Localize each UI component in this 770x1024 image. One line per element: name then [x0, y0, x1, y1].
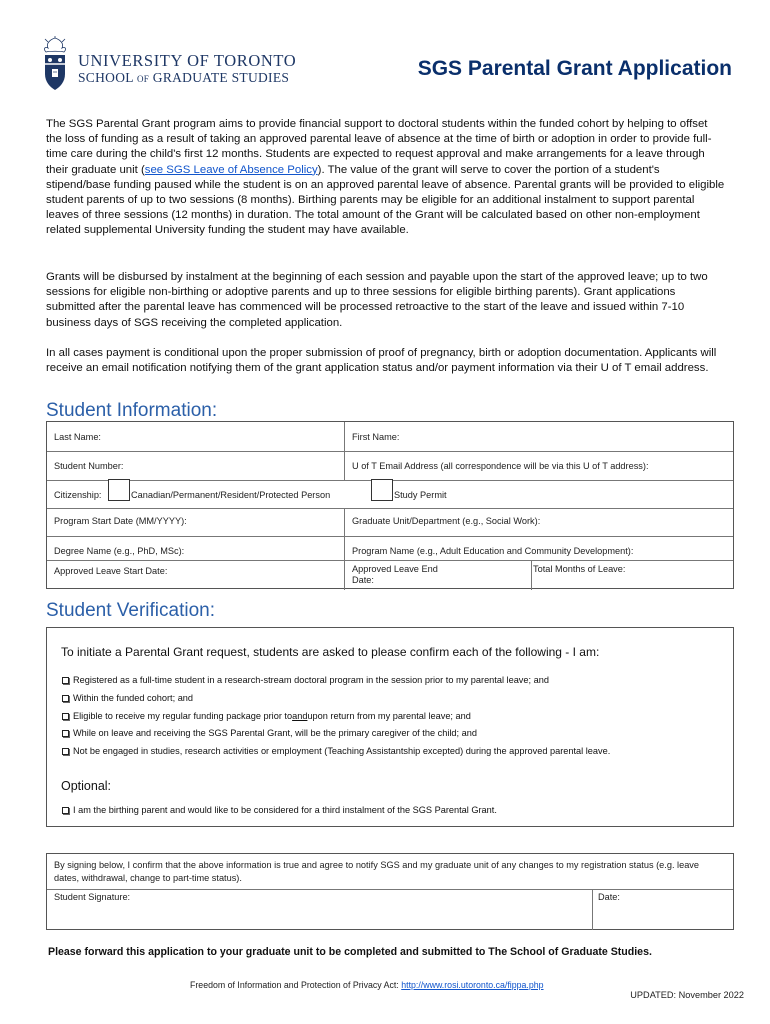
- total-months-field[interactable]: Total Months of Leave:: [533, 564, 626, 574]
- verify-item-caregiver[interactable]: While on leave and receiving the SGS Parental Grant, will be the primary caregiver of the child; and: [62, 728, 477, 738]
- leave-policy-link[interactable]: see SGS Leave of Absence Policy: [144, 163, 318, 176]
- logo-university-name: UNIVERSITY OF TORONTO: [78, 51, 297, 70]
- checkbox-icon[interactable]: [62, 695, 69, 702]
- program-name-field[interactable]: Program Name (e.g., Adult Education and Community Development):: [352, 546, 634, 556]
- student-signature-field[interactable]: Student Signature:: [54, 892, 131, 902]
- logo-school-name: SCHOOL OF GRADUATE STUDIES: [78, 70, 290, 85]
- citizenship-canadian-label: Canadian/Permanent/Resident/Protected Person: [131, 490, 331, 500]
- intro-paragraph-1: The SGS Parental Grant program aims to provide financial support to doctoral students within the funded cohort by helping to offset the loss of funding as a result of taking an approved parental leave of absence at the time of birth or adoption in order to provide full-time care during the child's first 12 months. Students are expected to request approval and make arrangements for a leave through their graduate unit (see SGS Leave of Absence Policy). The value of the grant will serve to cover the portion of a student's stipend/base funding paused while the student is on an approved parental leave of absence. Parental grants will be provided to eligible student parents of up to two sessions (8 months). Birthing parents may be eligible for an additional instalment to support parental leaves of three sessions (12 months) in duration. The total amount of the Grant will be calculated based on other non-employment related supplemental University funding the student may have available.: [46, 118, 725, 237]
- degree-name-field[interactable]: Degree Name (e.g., PhD, MSc):: [54, 546, 185, 556]
- student-number-field[interactable]: Student Number:: [54, 461, 124, 471]
- updated-date: UPDATED: November 2022: [630, 990, 744, 1000]
- last-name-field[interactable]: Last Name:: [54, 432, 101, 442]
- program-start-date-field[interactable]: Program Start Date (MM/YYYY):: [54, 516, 187, 526]
- verification-intro: To initiate a Parental Grant request, students are asked to please confirm each of the following - I am:: [61, 645, 600, 659]
- foip-notice: Freedom of Information and Protection of Privacy Act: http://www.rosi.utoronto.ca/fippa.php: [190, 980, 544, 990]
- university-crest-icon: [40, 36, 70, 94]
- intro-paragraph-2: Grants will be disbursed by instalment at the beginning of each session and payable upon the start of the approved leave; up to two sessions for eligible non-birthing or adoptive parents and up to three sessions for eligible birthing parents). Grant applications submitted after the parental leave has commenced will be processed retroactive to the start of the leave and issued within 7-10 business days of SGS receiving the completed application.: [46, 271, 708, 329]
- verify-item-eligible[interactable]: Eligible to receive my regular funding package prior to and upon return from my parental leave; and: [62, 711, 471, 721]
- checkbox-icon[interactable]: [62, 748, 69, 755]
- student-verification-heading: Student Verification:: [46, 600, 215, 621]
- student-information-heading: Student Information:: [46, 400, 218, 421]
- first-name-field[interactable]: First Name:: [352, 432, 400, 442]
- email-field[interactable]: U of T Email Address (all correspondence will be via this U of T address):: [352, 461, 649, 471]
- leave-end-date-field[interactable]: Approved Leave End Date:: [352, 564, 438, 585]
- intro-paragraph-3: In all cases payment is conditional upon the proper submission of proof of pregnancy, birth or adoption documentation. Applicants will receive an email notification notifying them of the grant application status and/or payment information via their U of T email address.: [46, 347, 717, 375]
- leave-start-date-field[interactable]: Approved Leave Start Date:: [54, 566, 168, 576]
- fippa-link[interactable]: http://www.rosi.utoronto.ca/fippa.php: [401, 980, 544, 990]
- verify-item-funded-cohort[interactable]: Within the funded cohort; and: [62, 693, 193, 703]
- document-title: SGS Parental Grant Application: [417, 57, 732, 80]
- verify-item-not-engaged[interactable]: Not be engaged in studies, research activities or employment (Teaching Assistantship excepted) during the approved parental leave.: [62, 746, 610, 756]
- citizenship-study-permit-checkbox[interactable]: [371, 479, 393, 501]
- student-information-table: [46, 421, 734, 589]
- citizenship-study-permit-label: Study Permit: [394, 490, 447, 500]
- verify-item-birthing-parent[interactable]: I am the birthing parent and would like to be considered for a third instalment of the SGS Parental Grant.: [62, 805, 497, 815]
- citizenship-label: Citizenship:: [54, 490, 102, 500]
- signature-date-field[interactable]: Date:: [598, 892, 620, 902]
- checkbox-icon[interactable]: [62, 713, 69, 720]
- optional-label: Optional:: [61, 779, 112, 793]
- forward-instruction: Please forward this application to your graduate unit to be completed and submitted to The School of Graduate Studies.: [48, 946, 652, 958]
- graduate-unit-field[interactable]: Graduate Unit/Department (e.g., Social Work):: [352, 516, 541, 526]
- citizenship-canadian-checkbox[interactable]: [108, 479, 130, 501]
- signature-statement: By signing below, I confirm that the above information is true and agree to notify SGS and my graduate unit of any changes to my registration status (e.g. leave dates, withdrawal, change to part-time status).: [54, 860, 700, 883]
- checkbox-icon[interactable]: [62, 677, 69, 684]
- checkbox-icon[interactable]: [62, 807, 69, 814]
- checkbox-icon[interactable]: [62, 730, 69, 737]
- verify-item-registered[interactable]: Registered as a full-time student in a research-stream doctoral program in the session prior to my parental leave; and: [62, 675, 549, 685]
